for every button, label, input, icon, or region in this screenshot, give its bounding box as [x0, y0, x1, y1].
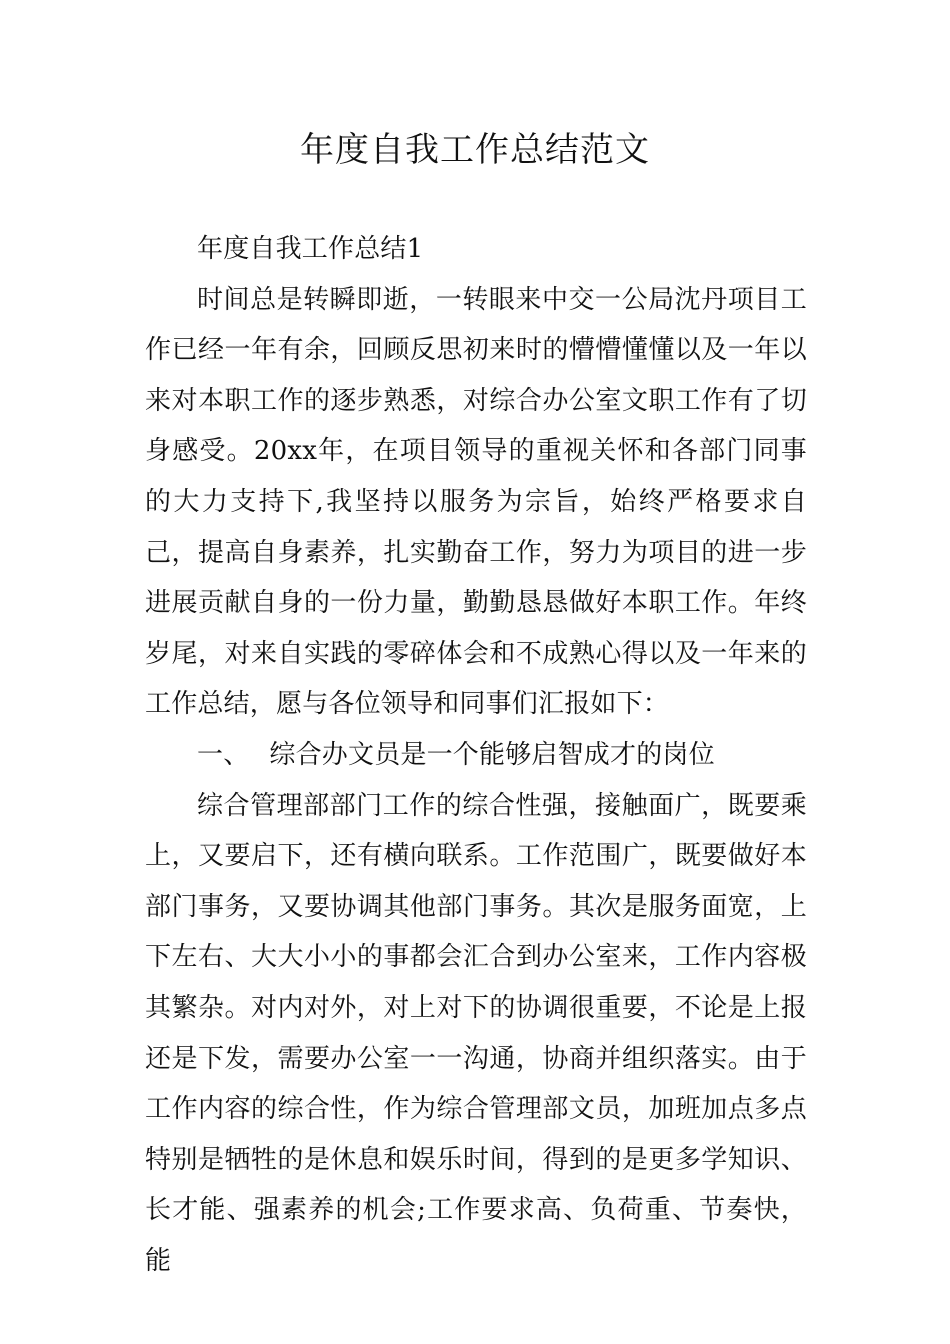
- subheading-number: 一、: [197, 739, 250, 770]
- document-body: [145, 224, 807, 1286]
- subheading-text: 综合办文员是一个能够启智成才的岗位: [269, 739, 715, 770]
- section-title: 年度自我工作总结1: [197, 234, 424, 264]
- paragraph-office-work: 综合管理部部门工作的综合性强，接触面广，既要乘上，又要启下，还有横向联系。工作范围广，既要做好本部门事务，又要协调其他部门事务。其次是服务面宽，上下左右、大大小小的事都会汇合到办公室来，工作内容极其繁杂。对内对外，对上对下的协调很重要，不论是上报还是下发，需要办公室一一沟通，协商并组织落实。由于工作内容的综合性，作为综合管理部文员，加班加点多点特别是牺牲的是休息和娱乐时间，得到的是更多学知识、长才能、强素养的机会;工作要求高、负荷重、节奏快，能: [145, 790, 807, 1276]
- subheading: [145, 730, 807, 781]
- document-title: 年度自我工作总结范文: [300, 130, 650, 170]
- paragraph-intro: 时间总是转瞬即逝，一转眼来中交一公局沈丹项目工作已经一年有余，回顾反思初来时的懵懵懂懂以及一年以来对本职工作的逐步熟悉，对综合办公室文职工作有了切身感受。20xx年，在项目领导的重视关怀和各部门同事的大力支持下,我坚持以服务为宗旨，始终严格要求自己，提高自身素养，扎实勤奋工作，努力为项目的进一步进展贡献自身的一份力量，勤勤恳恳做好本职工作。年终岁尾，对来自实践的零碎体会和不成熟心得以及一年来的工作总结，愿与各位领导和同事们汇报如下：: [145, 284, 807, 720]
